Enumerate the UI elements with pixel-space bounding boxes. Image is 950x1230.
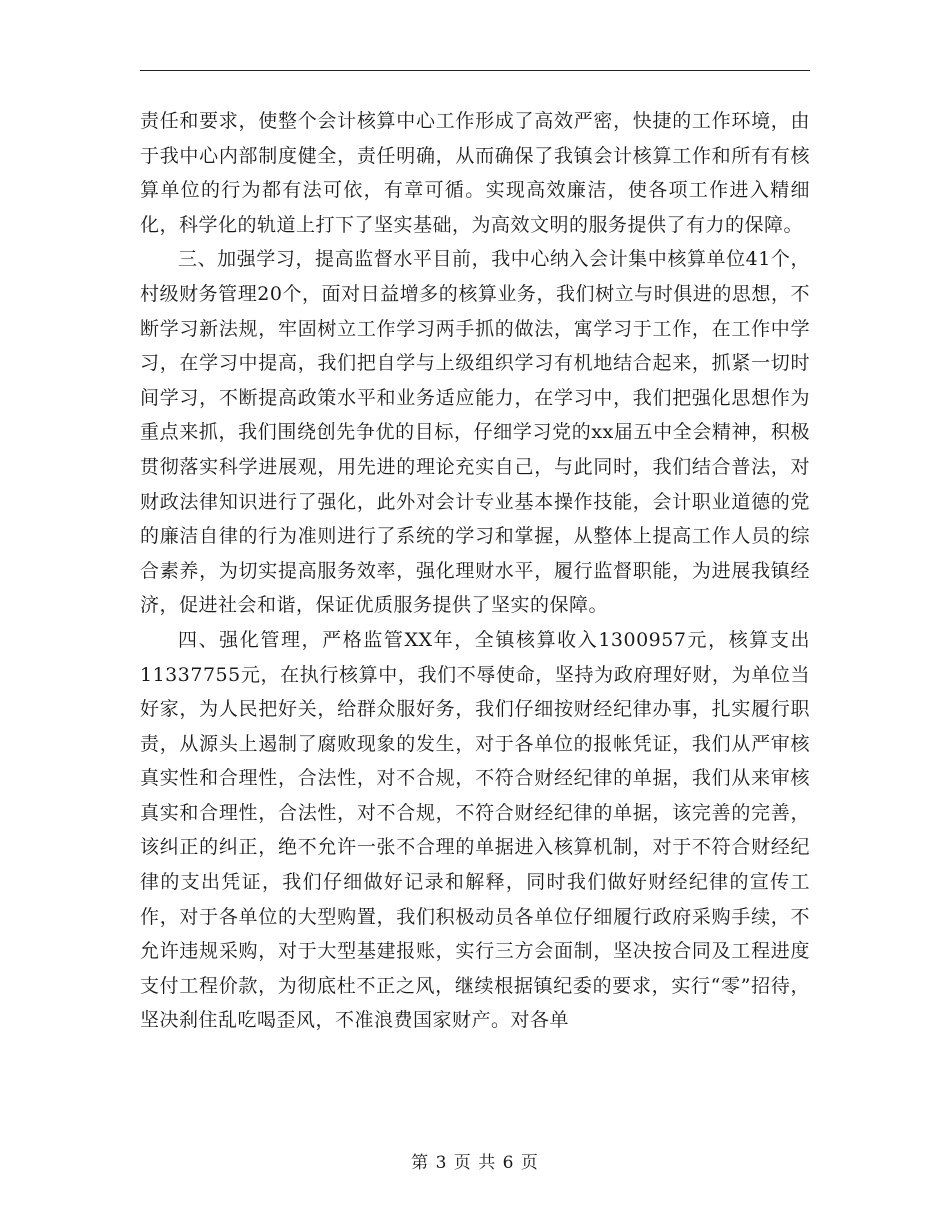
paragraph-1: 责任和要求，使整个会计核算中心工作形成了高效严密，快捷的工作环境，由于我中心内部制度健全，责任明确，从而确保了我镇会计核算工作和所有有核算单位的行为都有法可依，有章可循。实现高效廉洁，使各项工作进入精细化，科学化的轨道上打下了坚实基础，为高效文明的服务提供了有力的保障。 bbox=[140, 110, 810, 236]
document-body bbox=[140, 104, 810, 1038]
page-number: 第 3 页 共 6 页 bbox=[411, 1153, 539, 1173]
paragraph-2: 三、加强学习，提高监督水平目前，我中心纳入会计集中核算单位41个，村级财务管理20个，面对日益增多的核算业务，我们树立与时俱进的思想，不断学习新法规，牢固树立工作学习两手抓的做法，寓学习于工作，在工作中学习，在学习中提高，我们把自学与上级组织学习有机地结合起来，抓紧一切时间学习，不断提高政策水平和业务适应能力，在学习中，我们把强化思想作为重点来抓，我们围绕创先争优的目标，仔细学习党的xx届五中全会精神，积极贯彻落实科学进展观，用先进的理论充实自己，与此同时，我们结合普法，对财政法律知识进行了强化，此外对会计专业基本操作技能，会计职业道德的党的廉洁自律的行为准则进行了系统的学习和掌握，从整体上提高工作人员的综合素养，为切实提高服务效率，强化理财水平，履行监督职能，为进展我镇经济，促进社会和谐，保证优质服务提供了坚实的保障。 bbox=[140, 248, 810, 617]
header-rule bbox=[140, 70, 810, 71]
paragraph-3: 四、强化管理，严格监管XX年，全镇核算收入1300957元，核算支出11337755元，在执行核算中，我们不辱使命，坚持为政府理好财，为单位当好家，为人民把好关，给群众服好务，我们仔细按财经纪律办事，扎实履行职责，从源头上遏制了腐败现象的发生，对于各单位的报帐凭证，我们从严审核真实性和合理性，合法性，对不合规，不符合财经纪律的单据，我们从来审核真实和合理性，合法性，对不合规，不符合财经纪律的单据，该完善的完善，该纠正的纠正，绝不允许一张不合理的单据进入核算机制，对于不符合财经纪律的支出凭证，我们仔细做好记录和解释，同时我们做好财经纪律的宣传工作，对于各单位的大型购置，我们积极动员各单位仔细履行政府采购手续，不允许违规采购，对于大型基建报账，实行三方会面制，坚决按合同及工程进度支付工程价款，为彻底杜不正之风，继续根据镇纪委的要求，实行“零”招待，坚决刹住乱吃喝歪风，不准浪费国家财产。对各单 bbox=[140, 628, 810, 1032]
